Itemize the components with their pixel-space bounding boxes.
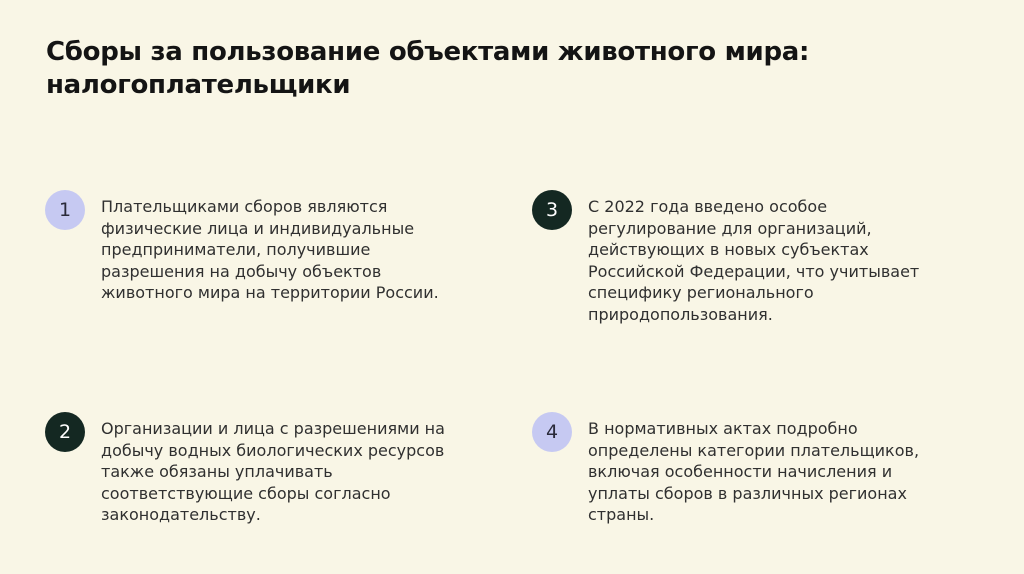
item-text-4: В нормативных актах подробно определены категории плательщиков, включая особенности начисления и уплаты сборов в различных регионах страны. bbox=[588, 419, 920, 524]
item-text-3: С 2022 года введено особое регулирование для организаций, действующих в новых субъектах Российской Федерации, что учитывает специфику регионального природопользования. bbox=[588, 197, 920, 324]
list-item-3 bbox=[532, 196, 948, 325]
item-text-1: Плательщиками сборов являются физические лица и индивидуальные предприниматели, получившие разрешения на добычу объектов животного мира на территории России. bbox=[101, 197, 439, 302]
slide-title-line-2: налогоплательщики bbox=[46, 70, 351, 100]
slide-title bbox=[46, 36, 946, 102]
number-badge-3: 3 bbox=[532, 190, 572, 230]
number-badge-2: 2 bbox=[45, 412, 85, 452]
list-item-2 bbox=[45, 418, 471, 526]
item-text-2: Организации и лица с разрешениями на добычу водных биологических ресурсов также обязаны уплачивать соответствующие сборы согласно законодательству. bbox=[101, 419, 445, 524]
list-item-4 bbox=[532, 418, 948, 526]
number-badge-1: 1 bbox=[45, 190, 85, 230]
slide-title-line-1: Сборы за пользование объектами животного мира: bbox=[46, 37, 810, 67]
list-item-1 bbox=[45, 196, 451, 304]
number-badge-4: 4 bbox=[532, 412, 572, 452]
